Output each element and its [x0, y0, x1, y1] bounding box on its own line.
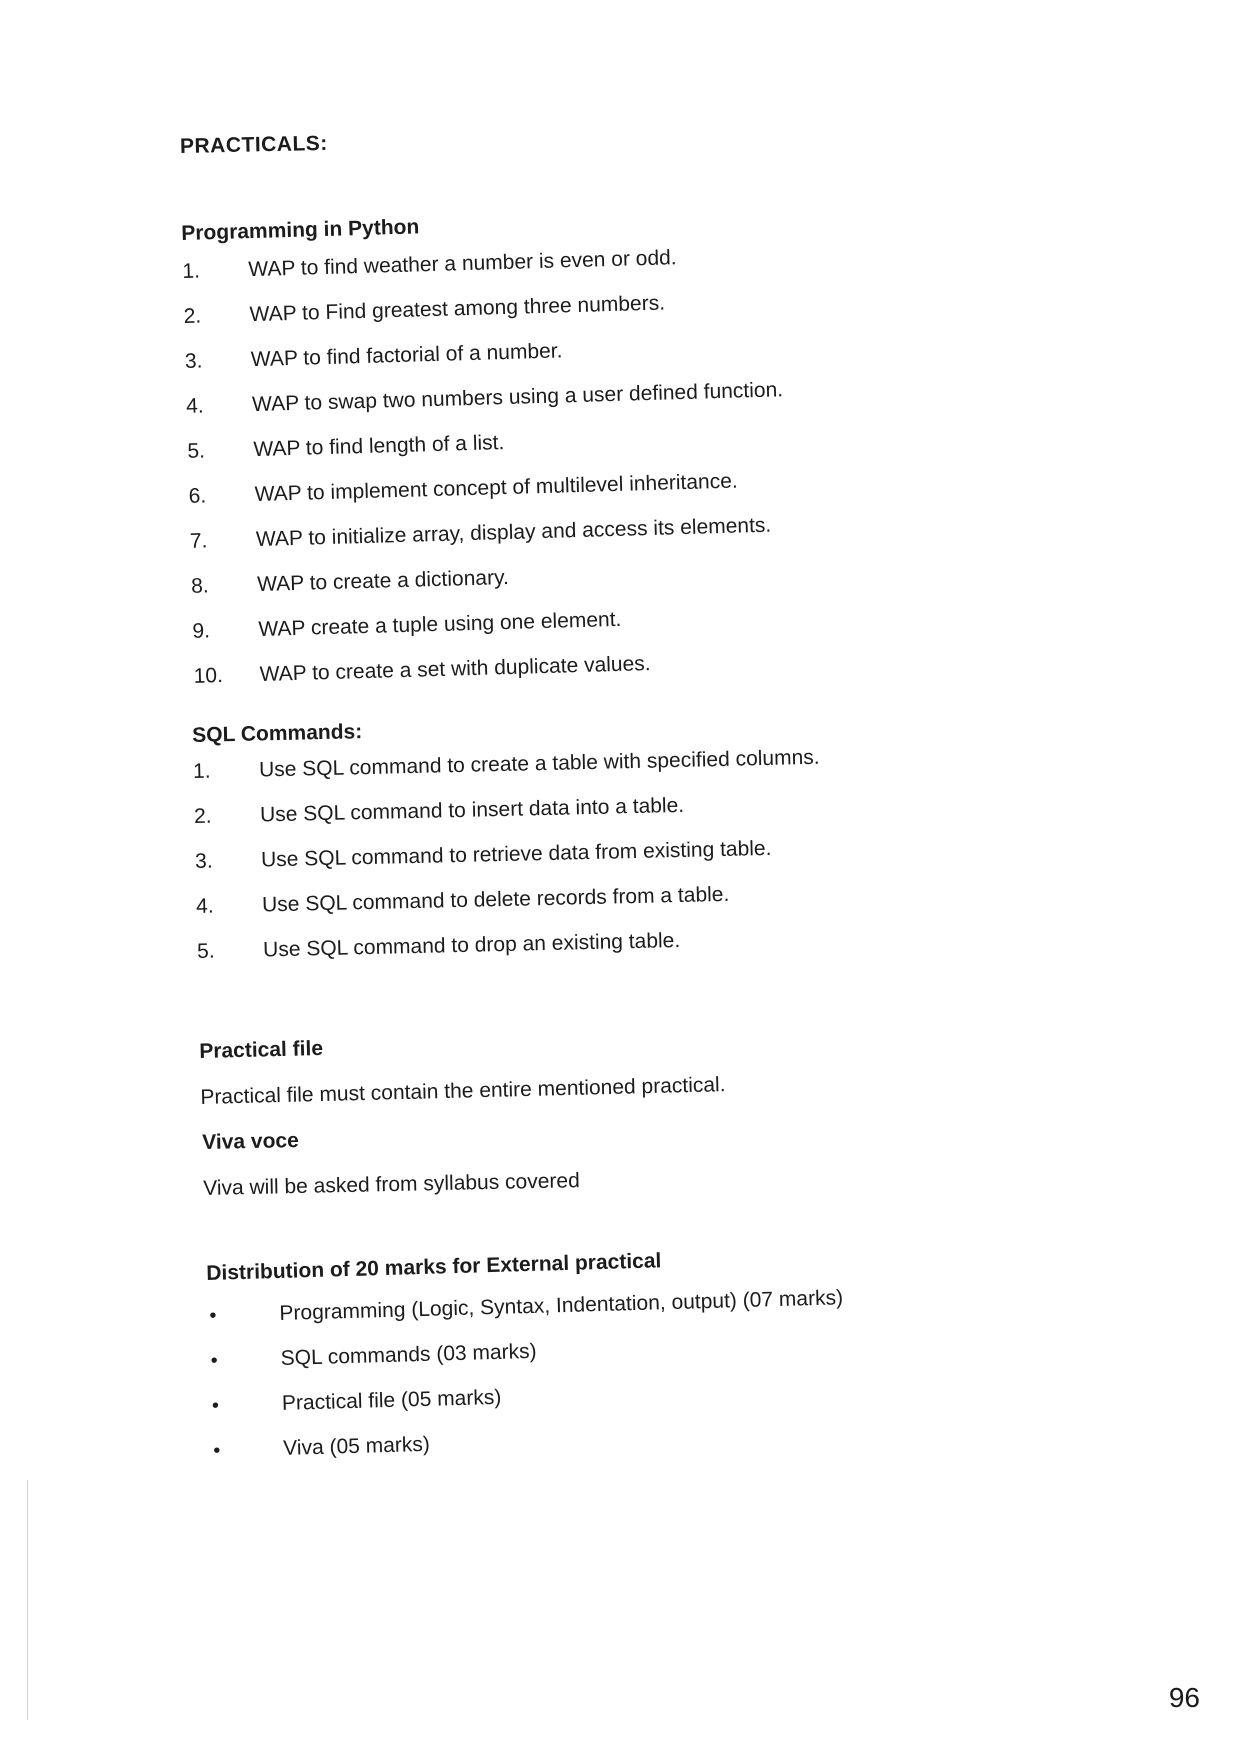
sql-section-title: SQL Commands:: [192, 720, 363, 747]
viva-voce-text: Viva will be asked from syllabus covered: [202, 1169, 580, 1200]
item-text: WAP to swap two numbers using a user defined function.: [251, 378, 784, 417]
item-text: Practical file (05 marks): [281, 1385, 502, 1415]
viva-voce-section: [202, 1123, 580, 1201]
item-number: 2.: [193, 804, 212, 828]
python-section-title: Programming in Python: [181, 215, 420, 245]
item-number: 2.: [183, 304, 202, 328]
item-number: 5.: [187, 439, 206, 463]
marks-distribution-section: [206, 1244, 848, 1484]
item-text: WAP to create a set with duplicate values.: [259, 652, 651, 686]
item-number: 6.: [188, 484, 207, 508]
item-number: 4.: [195, 894, 214, 918]
item-text: Viva (05 marks): [282, 1432, 431, 1460]
viva-voce-title: Viva voce: [202, 1128, 299, 1154]
item-number: 7.: [189, 529, 208, 553]
page-number: 96: [1168, 1682, 1200, 1713]
bullet-icon: •: [211, 1394, 220, 1417]
item-text: WAP to find length of a list.: [253, 431, 505, 462]
item-number: 5.: [196, 939, 215, 963]
item-text: WAP to create a dictionary.: [256, 565, 510, 597]
page-title: PRACTICALS:: [179, 131, 329, 158]
marks-distribution-title: Distribution of 20 marks for External practical: [206, 1249, 662, 1285]
item-number: 3.: [184, 349, 203, 373]
item-text: WAP to implement concept of multilevel inheritance.: [254, 469, 739, 507]
item-number: 3.: [194, 849, 213, 873]
item-text: Use SQL command to drop an existing table.: [262, 928, 681, 962]
item-text: Use SQL command to retrieve data from existing table.: [260, 836, 772, 872]
practical-file-section: [199, 1027, 726, 1110]
item-text: WAP to Find greatest among three numbers.: [249, 291, 666, 327]
practical-file-title: Practical file: [199, 1036, 324, 1063]
item-number: 8.: [190, 574, 210, 598]
bullet-icon: •: [210, 1349, 219, 1372]
item-text: Use SQL command to delete records from a table.: [261, 882, 730, 917]
item-text: WAP create a tuple using one element.: [258, 607, 622, 641]
bullet-icon: •: [212, 1439, 221, 1462]
item-text: Use SQL command to create a table with specified columns.: [258, 745, 820, 782]
sql-section: [192, 710, 824, 985]
item-number: 1.: [182, 259, 201, 283]
practical-file-text: Practical file must contain the entire mentioned practical.: [200, 1073, 726, 1109]
item-text: WAP to find weather a number is even or odd.: [248, 246, 677, 282]
item-number: 10.: [193, 664, 224, 688]
item-number: 4.: [185, 394, 204, 418]
python-section: [181, 205, 792, 709]
item-text: WAP to initialize array, display and access its elements.: [255, 513, 772, 552]
item-number: 9.: [192, 619, 211, 643]
item-text: Use SQL command to insert data into a table.: [259, 793, 685, 827]
bullet-icon: •: [209, 1304, 217, 1327]
item-number: 1.: [192, 759, 211, 783]
item-text: WAP to find factorial of a number.: [250, 339, 563, 372]
item-text: SQL commands (03 marks): [280, 1339, 537, 1370]
item-text: Programming (Logic, Syntax, Indentation, output) (07 marks): [279, 1286, 844, 1325]
